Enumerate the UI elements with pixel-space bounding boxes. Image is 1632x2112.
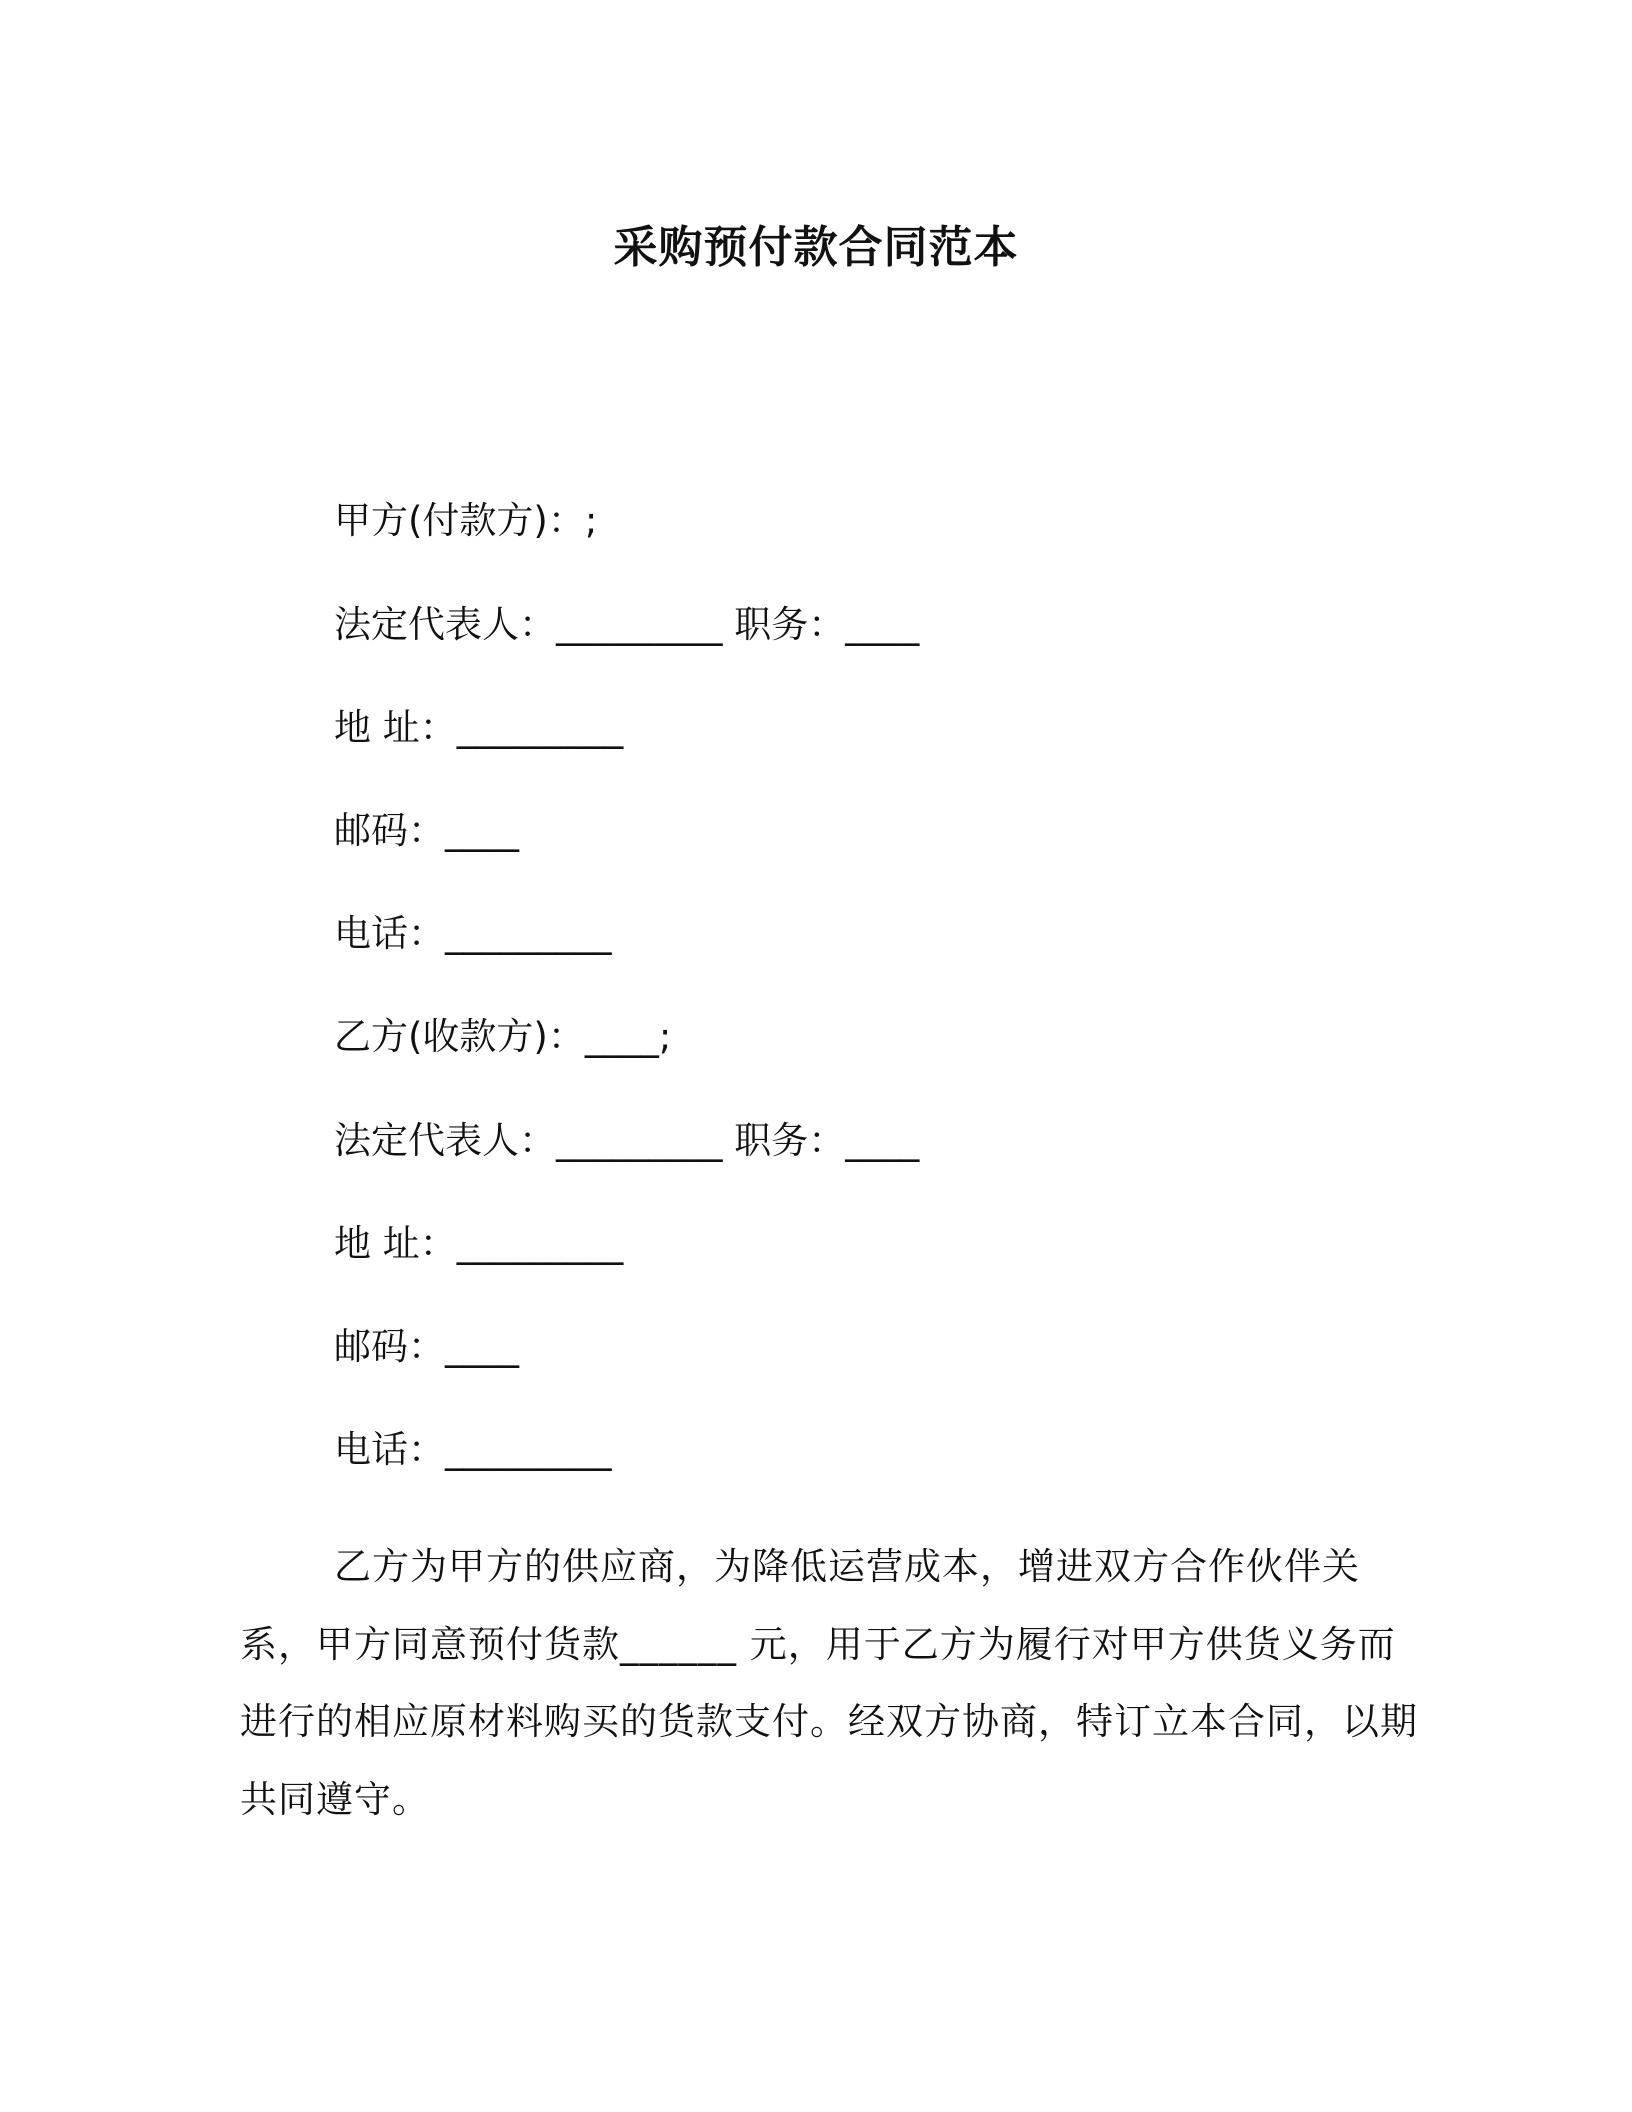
party-b-representative-line: 法定代表人：_________ 职务：____ [334,1119,920,1162]
intro-paragraph: 乙方为甲方的供应商，为降低运营成本，增进双方合作伙伴关系，甲方同意预付货款______ 元，用于乙方为履行对甲方供货义务而进行的相应原材料购买的货款支付。经双方协商，特订立本合同，以期共同遵守。 [240,1545,1418,1821]
party-b-address-line: 地 址：_________ [334,1222,624,1265]
party-b-phone-line: 电话：_________ [334,1428,612,1471]
party-a-address-line: 地 址：_________ [334,706,624,749]
party-a-phone-line: 电话：_________ [334,912,612,955]
party-b-name-line: 乙方(收款方)：____; [334,1015,672,1058]
party-a-representative-line: 法定代表人：_________ 职务：____ [334,603,920,646]
party-b-postcode-line: 邮码：____ [334,1325,519,1368]
document-title: 采购预付款合同范本 [613,222,1019,273]
party-a-name-line: 甲方(付款方)：; [334,499,598,542]
party-a-postcode-line: 邮码：____ [334,809,519,852]
